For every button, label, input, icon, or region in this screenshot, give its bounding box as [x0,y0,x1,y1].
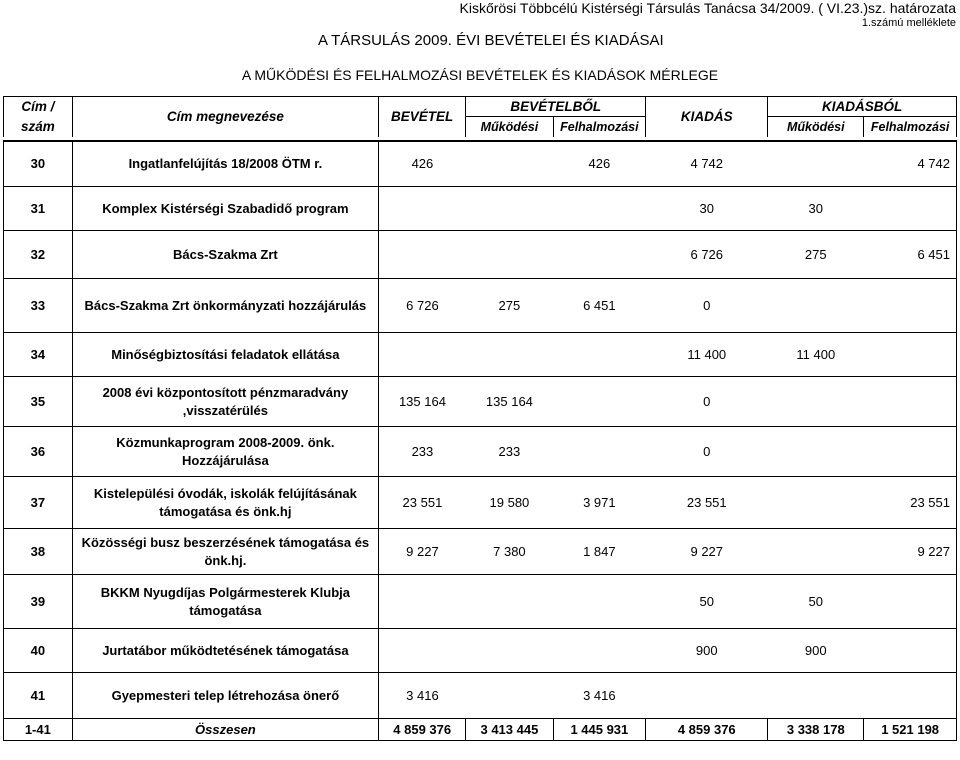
row-kiadas: 30 [646,187,768,231]
row-number: 32 [4,231,73,279]
row-bev-felhalmozasi [553,629,646,673]
row-kiad-mukodesi: 30 [768,187,864,231]
row-number: 38 [4,529,73,575]
row-bev-mukodesi [466,187,553,231]
row-number: 31 [4,187,73,231]
row-bev-mukodesi: 135 164 [466,377,553,427]
total-bev-felhalmozasi: 1 445 931 [553,719,646,741]
row-kiadas: 11 400 [646,333,768,377]
row-bevetel [379,231,466,279]
row-bev-mukodesi [466,231,553,279]
row-name: 2008 évi központosított pénzmaradvány ,visszatérülés [72,377,378,427]
row-bevetel [379,629,466,673]
row-kiadas: 0 [646,427,768,477]
row-name: Közmunkaprogram 2008-2009. önk. Hozzájárulása [72,427,378,477]
col-header-cim: Cím / [4,97,73,117]
col-header-bevetelbol: BEVÉTELBŐL [466,97,646,117]
row-number: 30 [4,141,73,187]
row-name: Kistelepülési óvodák, iskolák felújításának támogatása és önk.hj [72,477,378,529]
row-bev-felhalmozasi: 1 847 [553,529,646,575]
table-row [4,427,957,477]
page-subtitle: A MŰKÖDÉSI ÉS FELHALMOZÁSI BEVÉTELEK ÉS KIADÁSOK MÉRLEGE [241,67,719,83]
total-kiadas: 4 859 376 [646,719,768,741]
table-row [4,673,957,719]
row-kiad-felhalmozasi [864,673,957,719]
row-bev-felhalmozasi [553,187,646,231]
row-bev-felhalmozasi: 3 416 [553,673,646,719]
row-name: Ingatlanfelújítás 18/2008 ÖTM r. [72,141,378,187]
row-kiadas: 900 [646,629,768,673]
row-kiad-felhalmozasi [864,187,957,231]
table-row [4,333,957,377]
row-kiad-felhalmozasi [864,575,957,629]
row-kiad-felhalmozasi [864,377,957,427]
col-header-kiadas: KIADÁS [646,97,768,137]
header-row-1 [4,97,957,117]
row-kiadas: 9 227 [646,529,768,575]
table-row [4,575,957,629]
row-bev-mukodesi [466,141,553,187]
row-kiad-felhalmozasi [864,427,957,477]
row-bevetel: 6 726 [379,279,466,333]
table-row [4,141,957,187]
row-kiad-felhalmozasi [864,279,957,333]
total-bev-mukodesi: 3 413 445 [466,719,553,741]
row-bev-mukodesi: 233 [466,427,553,477]
row-kiadas: 6 726 [646,231,768,279]
row-kiad-felhalmozasi: 4 742 [864,141,957,187]
row-bevetel [379,575,466,629]
row-kiad-mukodesi: 900 [768,629,864,673]
row-bevetel: 233 [379,427,466,477]
row-kiad-felhalmozasi: 6 451 [864,231,957,279]
row-number: 39 [4,575,73,629]
row-bev-mukodesi: 19 580 [466,477,553,529]
col-header-bevetel: BEVÉTEL [379,97,466,137]
row-number: 40 [4,629,73,673]
row-bev-mukodesi: 7 380 [466,529,553,575]
row-kiad-mukodesi [768,477,864,529]
row-bevetel: 3 416 [379,673,466,719]
total-row [4,719,957,741]
row-name: Komplex Kistérségi Szabadidő program [72,187,378,231]
row-number: 34 [4,333,73,377]
row-kiad-mukodesi [768,529,864,575]
row-kiadas [646,673,768,719]
row-kiadas: 50 [646,575,768,629]
row-kiadas: 0 [646,279,768,333]
row-bevetel: 426 [411,156,434,172]
col-header-kiadasbol: KIADÁSBÓL [768,97,957,117]
total-label: Összesen [72,719,378,741]
row-name: BKKM Nyugdíjas Polgármesterek Klubja támogatása [72,575,378,629]
row-bev-felhalmozasi [553,427,646,477]
row-kiad-mukodesi [768,673,864,719]
row-name: Bács-Szakma Zrt önkormányzati hozzájárulás [72,279,378,333]
row-kiad-mukodesi [768,377,864,427]
row-bev-felhalmozasi [553,377,646,427]
row-number: 41 [4,673,73,719]
row-name: Minőségbiztosítási feladatok ellátása [72,333,378,377]
page-title: A TÁRSULÁS 2009. ÉVI BEVÉTELEI ÉS KIADÁSAI [318,32,664,49]
row-number: 33 [4,279,73,333]
row-bevetel: 135 164 [379,377,466,427]
total-kiad-mukodesi: 3 338 178 [768,719,864,741]
row-number: 37 [4,477,73,529]
row-name: Jurtatábor működtetésének támogatása [72,629,378,673]
row-bev-felhalmozasi: 6 451 [553,279,646,333]
row-bev-felhalmozasi: 426 [588,156,611,172]
row-bevetel [379,333,466,377]
row-name: Bács-Szakma Zrt [72,231,378,279]
col-header-name: Cím megnevezése [72,97,378,137]
row-bev-felhalmozasi: 3 971 [553,477,646,529]
budget-table [3,96,957,741]
table-row [4,231,957,279]
row-number: 36 [4,427,73,477]
row-kiad-felhalmozasi: 9 227 [864,529,957,575]
row-bev-mukodesi [466,629,553,673]
row-kiad-mukodesi: 11 400 [768,333,864,377]
col-header-mukodesi: Működési [466,117,553,137]
row-bev-mukodesi [466,575,553,629]
table-row [4,187,957,231]
row-name: Közösségi busz beszerzésének támogatása és önk.hj. [72,529,378,575]
table-row [4,279,957,333]
row-kiad-felhalmozasi [864,629,957,673]
row-bev-felhalmozasi [553,231,646,279]
row-kiadas: 23 551 [646,477,768,529]
row-bevetel [379,187,466,231]
row-bev-mukodesi [466,673,553,719]
row-bev-felhalmozasi [553,575,646,629]
row-kiadas: 4 742 [690,156,724,172]
total-bevetel: 4 859 376 [379,719,466,741]
row-number: 35 [4,377,73,427]
row-bev-mukodesi: 275 [466,279,553,333]
annex-label: 1.számú melléklete [861,17,956,29]
row-kiad-felhalmozasi: 23 551 [864,477,957,529]
col-header-felhalmozasi: Felhalmozási [553,117,646,137]
row-kiad-felhalmozasi [864,333,957,377]
table-row [4,629,957,673]
resolution-reference: Kiskőrösi Többcélú Kistérségi Társulás Tanácsa 34/2009. ( VI.23.)sz. határozata [459,0,956,16]
total-kiad-felhalmozasi: 1 521 198 [864,719,957,741]
col-header-szam: szám [4,117,73,137]
table-row [4,477,957,529]
row-kiadas: 0 [646,377,768,427]
col-header-k-mukodesi: Működési [768,117,864,137]
row-name: Gyepmesteri telep létrehozása önerő [72,673,378,719]
col-header-k-felhalmozasi: Felhalmozási [864,117,957,137]
row-kiad-mukodesi [768,427,864,477]
row-bev-mukodesi [466,333,553,377]
row-bev-felhalmozasi [553,333,646,377]
total-no: 1-41 [4,719,73,741]
row-bevetel: 9 227 [379,529,466,575]
row-kiad-mukodesi: 50 [768,575,864,629]
row-kiad-mukodesi [768,279,864,333]
row-kiad-mukodesi: 275 [768,231,864,279]
table-row [4,377,957,427]
table-row [4,529,957,575]
row-bevetel: 23 551 [379,477,466,529]
row-kiad-mukodesi [768,141,864,187]
